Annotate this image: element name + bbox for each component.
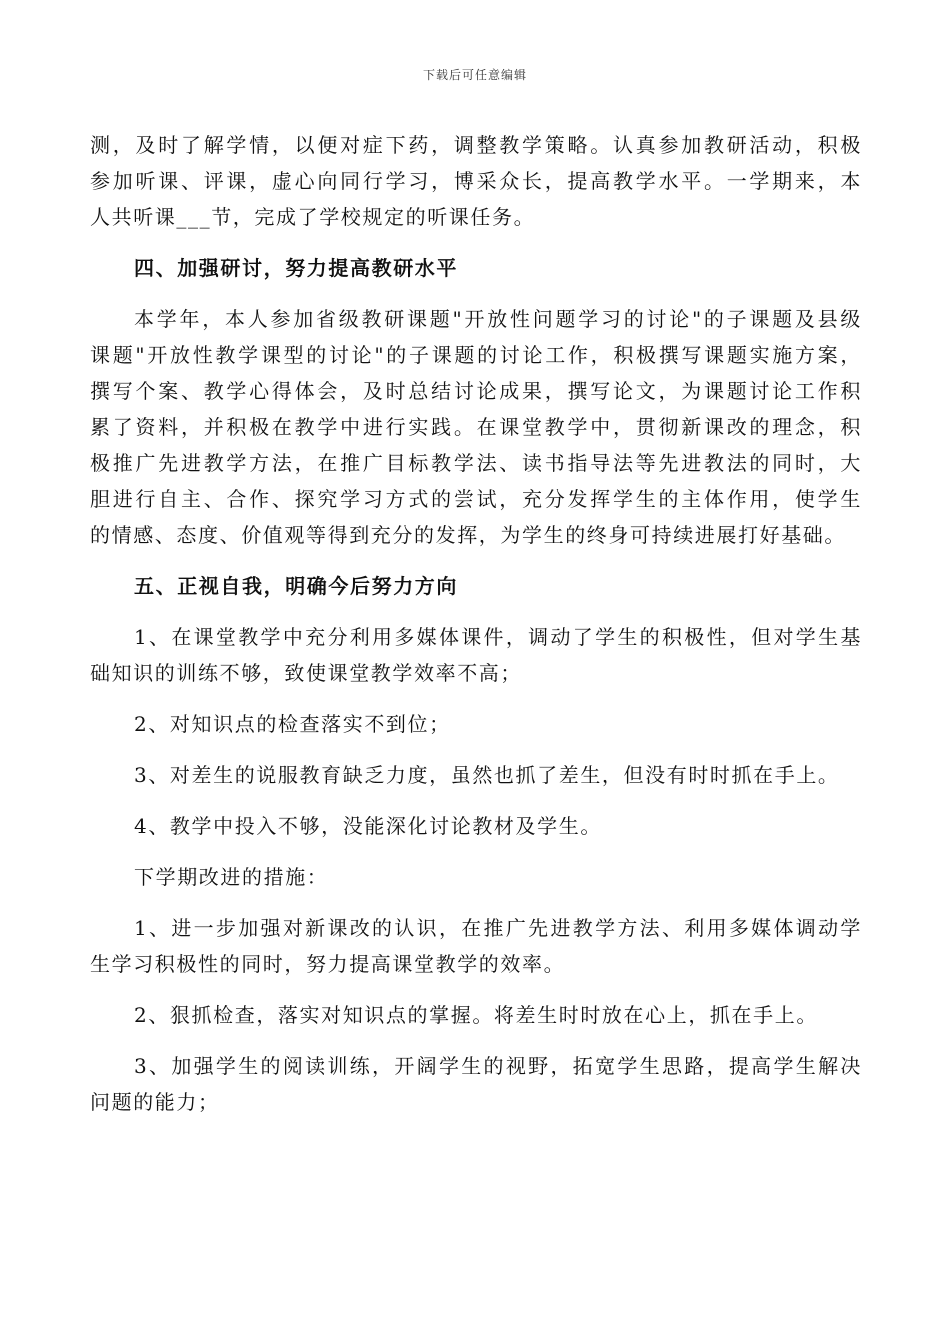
- text-line: 础知识的训练不够，致使课堂教学效率不高；: [90, 661, 522, 685]
- text-line: 本学年，本人参加省级教研课题"开放性问题学习的讨论"的子课题及县级: [134, 307, 862, 331]
- page-header: 下载后可任意编辑: [422, 68, 527, 82]
- text-line: 4、教学中投入不够，没能深化讨论教材及学生。: [134, 814, 602, 838]
- text-line: 3、加强学生的阅读训练，开阔学生的视野，拓宽学生思路，提高学生解决: [134, 1054, 862, 1078]
- text-line: 3、对差生的说服教育缺乏力度，虽然也抓了差生，但没有时时抓在手上。: [134, 763, 840, 787]
- text-line: 2、对知识点的检查落实不到位；: [134, 712, 451, 736]
- text-line: 参加听课、评课，虚心向同行学习，博采众长，提高教学水平。一学期来，本: [90, 169, 862, 193]
- text-line: 问题的能力；: [90, 1090, 220, 1114]
- text-line: 胆进行自主、合作、探究学习方式的尝试，充分发挥学生的主体作用，使学生: [90, 487, 862, 511]
- text-line: 人共听课___节，完成了学校规定的听课任务。: [90, 205, 536, 229]
- section-heading: [90, 250, 862, 286]
- text-line: 四、加强研讨，努力提高教研水平: [134, 256, 458, 280]
- text-line: 1、在课堂教学中充分利用多媒体课件，调动了学生的积极性，但对学生基: [134, 625, 862, 649]
- paragraph: [90, 910, 862, 982]
- text-line: 极推广先进教学方法，在推广目标教学法、读书指导法等先进教法的同时，大: [90, 451, 862, 475]
- text-line: 的情感、态度、价值观等得到充分的发挥，为学生的终身可持续进展打好基础。: [90, 523, 846, 547]
- paragraph: [90, 301, 862, 553]
- paragraph: [90, 859, 862, 895]
- text-line: 撰写个案、教学心得体会，及时总结讨论成果，撰写论文，为课题讨论工作积: [90, 379, 862, 403]
- paragraph: [90, 127, 862, 235]
- paragraph: [90, 1048, 862, 1120]
- document-body: [90, 127, 862, 1120]
- text-line: 测，及时了解学情，以便对症下药，调整教学策略。认真参加教研活动，积极: [90, 133, 862, 157]
- text-line: 课题"开放性教学课型的讨论"的子课题的讨论工作，积极撰写课题实施方案，: [90, 343, 862, 367]
- paragraph: [90, 619, 862, 691]
- paragraph: [90, 997, 862, 1033]
- text-line: 2、狠抓检查，落实对知识点的掌握。将差生时时放在心上，抓在手上。: [134, 1003, 818, 1027]
- paragraph: [90, 808, 862, 844]
- text-line: 生学习积极性的同时，努力提高课堂教学的效率。: [90, 952, 566, 976]
- text-line: 五、正视自我，明确今后努力方向: [134, 574, 458, 598]
- section-heading: [90, 568, 862, 604]
- text-line: 累了资料，并积极在教学中进行实践。在课堂教学中，贯彻新课改的理念，积: [90, 415, 862, 439]
- text-line: 下学期改进的措施：: [134, 865, 329, 889]
- paragraph: [90, 706, 862, 742]
- paragraph: [90, 757, 862, 793]
- text-line: 1、进一步加强对新课改的认识，在推广先进教学方法、利用多媒体调动学: [134, 916, 862, 940]
